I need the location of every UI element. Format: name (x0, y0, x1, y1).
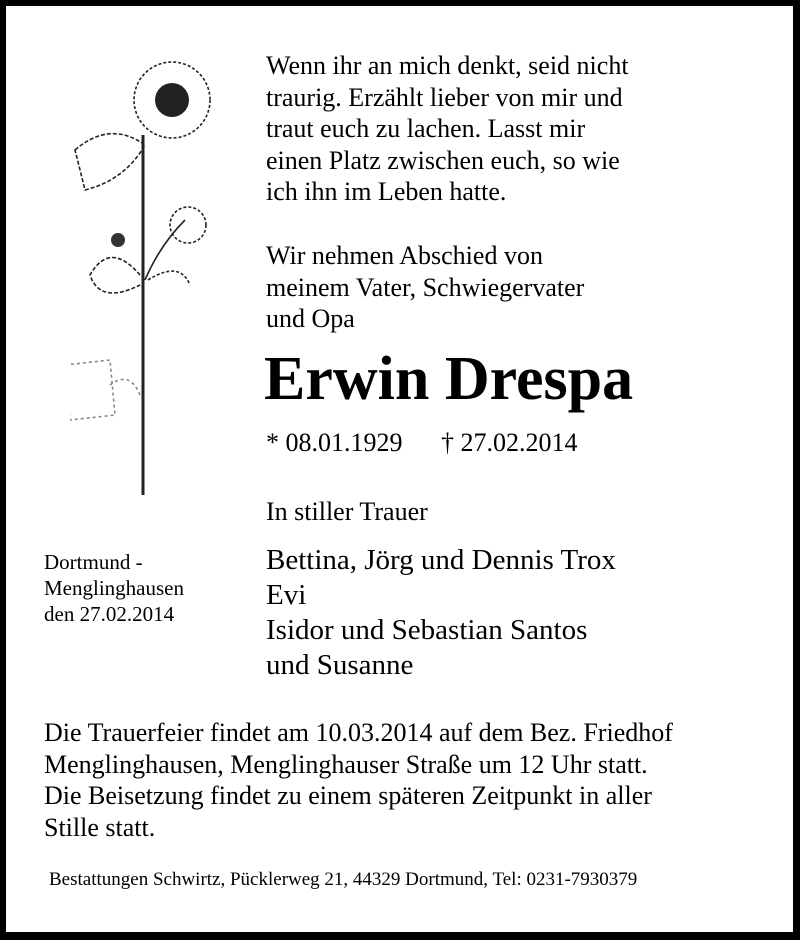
death-date: † 27.02.2014 (441, 428, 578, 457)
poem-line: traurig. Erzählt lieber von mir und (266, 82, 623, 112)
poem-line: ich ihn im Leben hatte. (266, 177, 507, 206)
funeral-home-footer: Bestattungen Schwirtz, Pücklerweg 21, 44329 Dortmund, Tel: 0231-7930379 (49, 869, 638, 890)
poem-line: Wenn ihr an mich denkt, seid nicht (266, 51, 629, 80)
family-list (266, 543, 616, 683)
family-line: und Susanne (266, 649, 414, 681)
place-line: den 27.02.2014 (44, 602, 175, 626)
poem (266, 50, 629, 208)
intro-line: Wir nehmen Abschied von (266, 241, 543, 270)
place-line: Menglinghausen (44, 576, 184, 600)
mourning-line: In stiller Trauer (266, 497, 428, 526)
family-line: Bettina, Jörg und Dennis Trox (266, 544, 616, 576)
deceased-name: Erwin Drespa (264, 345, 634, 413)
family-line: Isidor und Sebastian Santos (266, 614, 588, 646)
intro-line: und Opa (266, 304, 355, 333)
ceremony-line: Menglinghausen, Menglinghauser Straße um 12 Uhr statt. (44, 749, 648, 779)
place-line: Dortmund - (44, 550, 143, 574)
sunflower-illustration (70, 45, 230, 500)
ceremony-line: Die Beisetzung findet zu einem späteren Zeitpunkt in aller (44, 781, 652, 810)
ceremony-line: Die Trauerfeier findet am 10.03.2014 auf dem Bez. Friedhof (44, 718, 673, 747)
ceremony-info (44, 717, 673, 843)
place-date (44, 549, 184, 627)
intro-line: meinem Vater, Schwiegervater (266, 272, 585, 302)
ceremony-line: Stille statt. (44, 812, 156, 842)
farewell-intro (266, 240, 584, 335)
family-line: Evi (266, 579, 307, 611)
life-dates (266, 428, 578, 458)
birth-date: * 08.01.1929 (266, 428, 403, 457)
poem-line: traut euch zu lachen. Lasst mir (266, 114, 586, 143)
poem-line: einen Platz zwischen euch, so wie (266, 145, 620, 175)
